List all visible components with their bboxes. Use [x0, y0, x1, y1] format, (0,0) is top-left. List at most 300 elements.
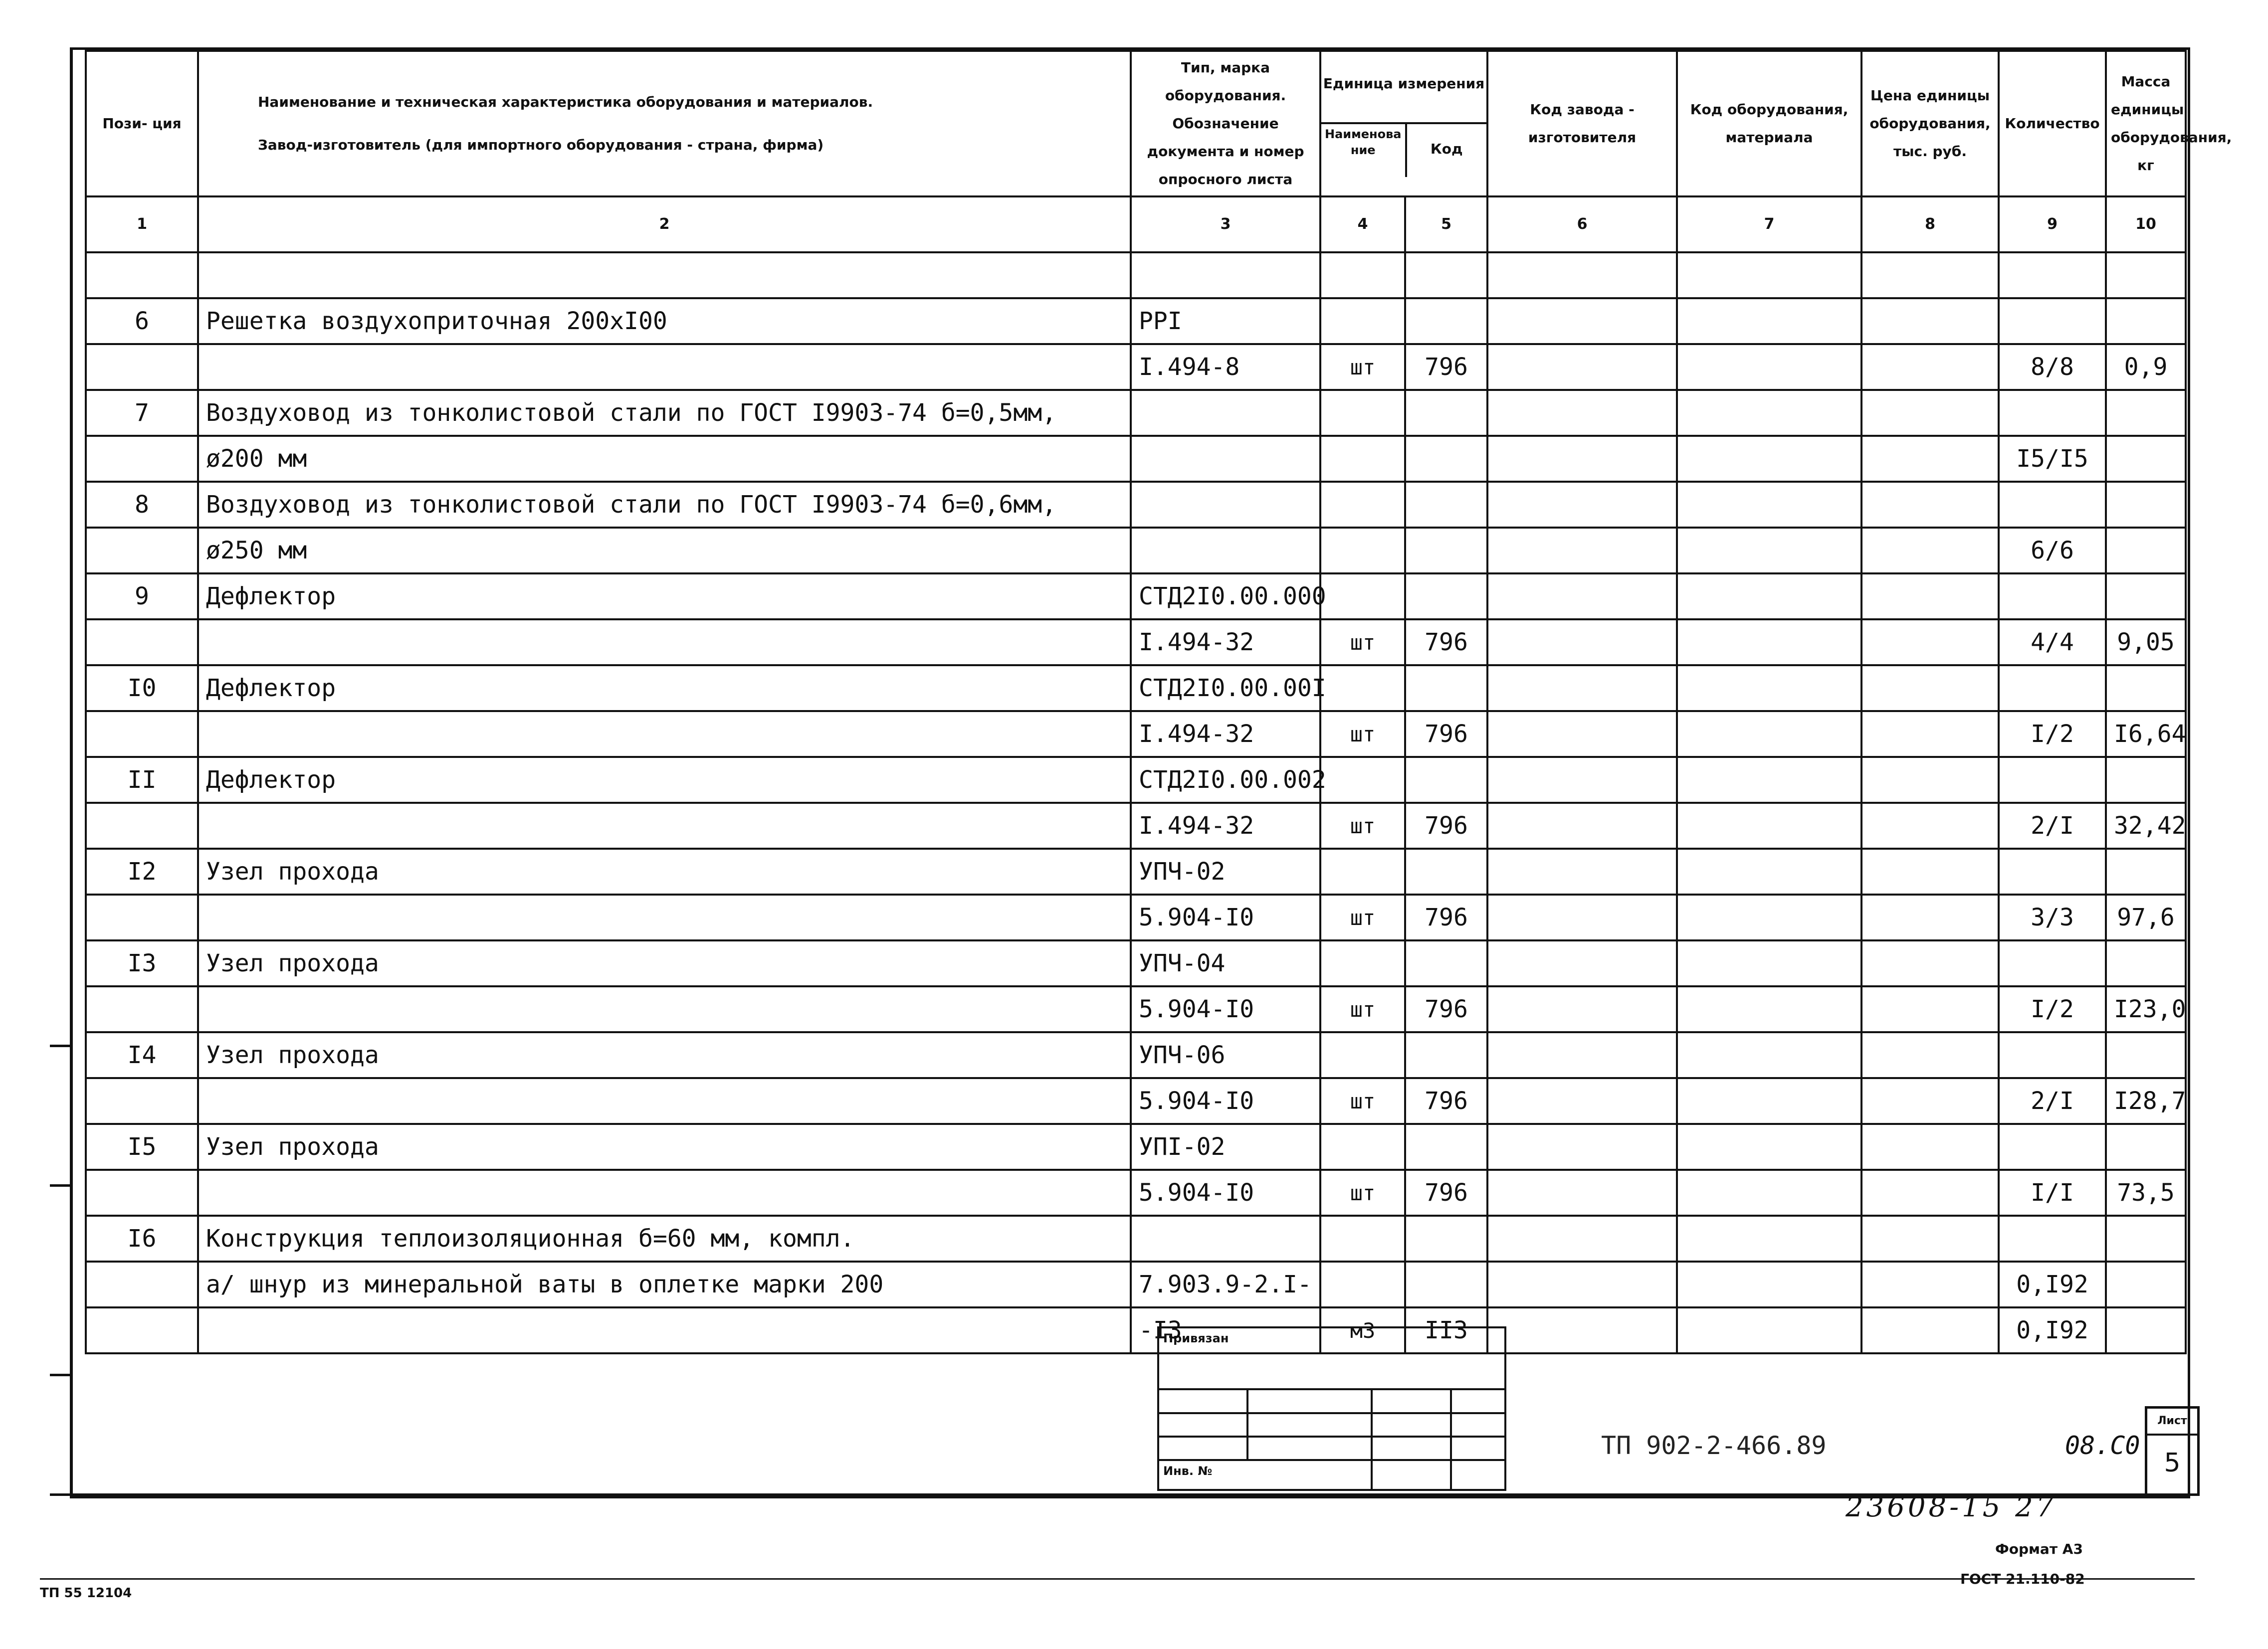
unit-code-cell: [1405, 252, 1487, 298]
unit-code-cell: [1405, 298, 1487, 344]
price-cell: [1861, 895, 1999, 940]
type-cell: УПЧ-02: [1131, 849, 1320, 895]
price-cell: [1861, 390, 1999, 436]
mass-cell: [2106, 482, 2186, 528]
mass-cell: [2106, 390, 2186, 436]
price-cell: [1861, 528, 1999, 573]
price-cell: [1861, 711, 1999, 757]
type-cell: -I3: [1131, 1307, 1320, 1353]
quantity-cell: [1999, 940, 2106, 986]
header-name: [198, 51, 1131, 196]
unit-name-cell: [1320, 298, 1405, 344]
quantity-cell: [1999, 849, 2106, 895]
unit-name-cell: [1320, 482, 1405, 528]
mass-cell: 97,6: [2106, 895, 2186, 940]
unit-name-cell: [1320, 757, 1405, 803]
mass-cell: [2106, 1124, 2186, 1170]
factory-code-cell: [1487, 665, 1677, 711]
quantity-cell: 3/3: [1999, 895, 2106, 940]
type-cell: [1131, 252, 1320, 298]
document-code: ТП 902-2-466.89: [1601, 1431, 1827, 1460]
mass-cell: [2106, 1216, 2186, 1262]
quantity-cell: 2/I: [1999, 1078, 2106, 1124]
quantity-cell: 4/4: [1999, 619, 2106, 665]
price-cell: [1861, 1307, 1999, 1353]
unit-name-cell: шт: [1320, 803, 1405, 849]
factory-code-cell: [1487, 390, 1677, 436]
factory-code-cell: [1487, 619, 1677, 665]
header-unit-title: Единица измерения: [1321, 70, 1486, 124]
table-row: [86, 1124, 2186, 1170]
unit-name-cell: [1320, 1032, 1405, 1078]
type-cell: СТД2I0.00.00I: [1131, 665, 1320, 711]
name-cell: Узел прохода: [198, 849, 1131, 895]
mass-cell: [2106, 757, 2186, 803]
stamp-cell: [1158, 1437, 1247, 1460]
mass-cell: [2106, 665, 2186, 711]
equipment-code-cell: [1677, 573, 1861, 619]
column-number: 6: [1487, 196, 1677, 252]
quantity-cell: I/2: [1999, 711, 2106, 757]
equipment-code-cell: [1677, 849, 1861, 895]
price-cell: [1861, 298, 1999, 344]
unit-name-cell: [1320, 573, 1405, 619]
mass-cell: [2106, 1307, 2186, 1353]
mass-cell: [2106, 1032, 2186, 1078]
sheet-label: Лист: [2147, 1409, 2197, 1436]
position-cell: I6: [86, 1216, 198, 1262]
unit-code-cell: [1405, 528, 1487, 573]
equipment-code-cell: [1677, 1032, 1861, 1078]
mass-cell: I28,7: [2106, 1078, 2186, 1124]
archive-label: ТП 55 12104: [40, 1586, 132, 1601]
unit-code-cell: 796: [1405, 986, 1487, 1032]
quantity-cell: [1999, 390, 2106, 436]
position-cell: [86, 986, 198, 1032]
name-cell: [198, 252, 1131, 298]
factory-code-cell: [1487, 436, 1677, 482]
equipment-code-cell: [1677, 1078, 1861, 1124]
stamp-cell: [1247, 1413, 1372, 1437]
stamp-cell: [1372, 1413, 1451, 1437]
unit-code-cell: 796: [1405, 619, 1487, 665]
unit-code-cell: [1405, 849, 1487, 895]
position-cell: 8: [86, 482, 198, 528]
equipment-code-cell: [1677, 940, 1861, 986]
type-cell: 5.904-I0: [1131, 1078, 1320, 1124]
type-cell: СТД2I0.00.002: [1131, 757, 1320, 803]
quantity-cell: 2/I: [1999, 803, 2106, 849]
factory-code-cell: [1487, 528, 1677, 573]
quantity-cell: [1999, 1124, 2106, 1170]
position-cell: 7: [86, 390, 198, 436]
equipment-code-cell: [1677, 252, 1861, 298]
position-cell: [86, 1262, 198, 1307]
name-cell: Узел прохода: [198, 1124, 1131, 1170]
quantity-cell: [1999, 252, 2106, 298]
unit-code-cell: 796: [1405, 895, 1487, 940]
unit-name-cell: м3: [1320, 1307, 1405, 1353]
table-row: [86, 895, 2186, 940]
price-cell: [1861, 619, 1999, 665]
mass-cell: 73,5: [2106, 1170, 2186, 1216]
factory-code-cell: [1487, 1216, 1677, 1262]
quantity-cell: [1999, 573, 2106, 619]
stamp-cell: [1372, 1389, 1451, 1413]
quantity-cell: [1999, 298, 2106, 344]
header-row: [86, 51, 2186, 196]
position-cell: [86, 1307, 198, 1353]
header-name-line1: Наименование и техническая характеристика оборудования и материалов.: [258, 94, 873, 110]
price-cell: [1861, 1124, 1999, 1170]
factory-code-cell: [1487, 1307, 1677, 1353]
unit-name-cell: [1320, 436, 1405, 482]
position-cell: I0: [86, 665, 198, 711]
binding-stamp: [1157, 1326, 1506, 1491]
equipment-code-cell: [1677, 711, 1861, 757]
price-cell: [1861, 1262, 1999, 1307]
unit-name-cell: [1320, 1124, 1405, 1170]
position-cell: I2: [86, 849, 198, 895]
unit-code-cell: 796: [1405, 803, 1487, 849]
type-cell: I.494-32: [1131, 803, 1320, 849]
name-cell: Воздуховод из тонколистовой стали по ГОСТ I9903-74 б=0,6мм,: [198, 482, 1131, 528]
unit-code-cell: 796: [1405, 711, 1487, 757]
equipment-code-cell: [1677, 436, 1861, 482]
table-row: [86, 1170, 2186, 1216]
name-cell: Дефлектор: [198, 573, 1131, 619]
stamp-cell: [1247, 1437, 1372, 1460]
equipment-code-cell: [1677, 1262, 1861, 1307]
equipment-code-cell: [1677, 390, 1861, 436]
column-number: 1: [86, 196, 198, 252]
mass-cell: 0,9: [2106, 344, 2186, 390]
unit-name-cell: [1320, 390, 1405, 436]
stamp-cell: [1451, 1413, 1505, 1437]
equipment-code-cell: [1677, 665, 1861, 711]
factory-code-cell: [1487, 895, 1677, 940]
unit-code-cell: [1405, 436, 1487, 482]
type-cell: 5.904-I0: [1131, 986, 1320, 1032]
position-cell: [86, 711, 198, 757]
position-cell: I4: [86, 1032, 198, 1078]
position-cell: [86, 252, 198, 298]
column-number: 3: [1131, 196, 1320, 252]
table-row: [86, 1262, 2186, 1307]
factory-code-cell: [1487, 711, 1677, 757]
unit-name-cell: шт: [1320, 895, 1405, 940]
name-cell: [198, 986, 1131, 1032]
quantity-cell: [1999, 665, 2106, 711]
name-cell: Решетка воздухоприточная 200хI00: [198, 298, 1131, 344]
stamp-cell: [1451, 1389, 1505, 1413]
mass-cell: I23,0: [2106, 986, 2186, 1032]
equipment-code-cell: [1677, 895, 1861, 940]
handwritten-inventory: 23608-15 27: [1846, 1491, 2057, 1523]
table-row: [86, 436, 2186, 482]
factory-code-cell: [1487, 849, 1677, 895]
column-number: 7: [1677, 196, 1861, 252]
header-equipment-code: Код оборудования, материала: [1677, 51, 1861, 196]
quantity-cell: 0,I92: [1999, 1262, 2106, 1307]
position-cell: 6: [86, 298, 198, 344]
name-cell: [198, 895, 1131, 940]
name-cell: а/ шнур из минеральной ваты в оплетке марки 200: [198, 1262, 1131, 1307]
quantity-cell: I/I: [1999, 1170, 2106, 1216]
header-unit-name: Наименование: [1321, 124, 1407, 177]
header-unit-group: [1320, 51, 1487, 196]
quantity-cell: I5/I5: [1999, 436, 2106, 482]
unit-code-cell: [1405, 665, 1487, 711]
mass-cell: [2106, 573, 2186, 619]
type-cell: PPI: [1131, 298, 1320, 344]
unit-code-cell: [1405, 1124, 1487, 1170]
header-price: Цена единицы оборудования, тыс. руб.: [1861, 51, 1999, 196]
gost-label: ГОСТ 21.110-82: [1960, 1571, 2085, 1587]
unit-code-cell: [1405, 940, 1487, 986]
document-section: 08.С0: [2065, 1431, 2140, 1460]
table-row: [86, 757, 2186, 803]
equipment-code-cell: [1677, 619, 1861, 665]
factory-code-cell: [1487, 940, 1677, 986]
name-cell: Узел прохода: [198, 1032, 1131, 1078]
factory-code-cell: [1487, 482, 1677, 528]
equipment-code-cell: [1677, 1170, 1861, 1216]
factory-code-cell: [1487, 1124, 1677, 1170]
factory-code-cell: [1487, 986, 1677, 1032]
factory-code-cell: [1487, 573, 1677, 619]
price-cell: [1861, 986, 1999, 1032]
stamp-cell: [1247, 1389, 1372, 1413]
equipment-code-cell: [1677, 1124, 1861, 1170]
quantity-cell: [1999, 757, 2106, 803]
equipment-code-cell: [1677, 1216, 1861, 1262]
name-cell: [198, 1078, 1131, 1124]
unit-name-cell: [1320, 849, 1405, 895]
price-cell: [1861, 344, 1999, 390]
sheet-number: 5: [2164, 1448, 2181, 1478]
name-cell: [198, 803, 1131, 849]
column-number: 10: [2106, 196, 2186, 252]
name-cell: [198, 619, 1131, 665]
name-cell: Конструкция теплоизоляционная б=60 мм, компл.: [198, 1216, 1131, 1262]
price-cell: [1861, 436, 1999, 482]
mass-cell: [2106, 436, 2186, 482]
stamp-cell: [1372, 1460, 1451, 1490]
type-cell: I.494-8: [1131, 344, 1320, 390]
mass-cell: [2106, 940, 2186, 986]
type-cell: [1131, 528, 1320, 573]
unit-code-cell: 796: [1405, 344, 1487, 390]
type-cell: УПЧ-04: [1131, 940, 1320, 986]
price-cell: [1861, 1078, 1999, 1124]
column-number: 8: [1861, 196, 1999, 252]
stamp-cell: [1451, 1437, 1505, 1460]
table-row: [86, 528, 2186, 573]
header-factory-code: Код завода - изготовителя: [1487, 51, 1677, 196]
price-cell: [1861, 665, 1999, 711]
unit-name-cell: шт: [1320, 619, 1405, 665]
position-cell: [86, 1170, 198, 1216]
mass-cell: 32,42: [2106, 803, 2186, 849]
quantity-cell: [1999, 1032, 2106, 1078]
factory-code-cell: [1487, 757, 1677, 803]
equipment-code-cell: [1677, 986, 1861, 1032]
position-cell: I3: [86, 940, 198, 986]
name-cell: [198, 711, 1131, 757]
position-cell: [86, 344, 198, 390]
equipment-code-cell: [1677, 482, 1861, 528]
quantity-cell: I/2: [1999, 986, 2106, 1032]
name-cell: Дефлектор: [198, 665, 1131, 711]
type-cell: I.494-32: [1131, 711, 1320, 757]
factory-code-cell: [1487, 1170, 1677, 1216]
unit-name-cell: шт: [1320, 1170, 1405, 1216]
unit-name-cell: [1320, 528, 1405, 573]
name-cell: ø200 мм: [198, 436, 1131, 482]
price-cell: [1861, 1216, 1999, 1262]
unit-code-cell: [1405, 1216, 1487, 1262]
unit-name-cell: шт: [1320, 711, 1405, 757]
table-row: [86, 1307, 2186, 1353]
position-cell: [86, 803, 198, 849]
equipment-code-cell: [1677, 1307, 1861, 1353]
unit-code-cell: [1405, 573, 1487, 619]
mass-cell: I6,64: [2106, 711, 2186, 757]
table-row: [86, 390, 2186, 436]
unit-code-cell: [1405, 390, 1487, 436]
unit-name-cell: [1320, 665, 1405, 711]
factory-code-cell: [1487, 1032, 1677, 1078]
table-row: [86, 803, 2186, 849]
factory-code-cell: [1487, 298, 1677, 344]
position-cell: [86, 619, 198, 665]
quantity-cell: 6/6: [1999, 528, 2106, 573]
unit-code-cell: 796: [1405, 1170, 1487, 1216]
unit-code-cell: [1405, 1262, 1487, 1307]
unit-code-cell: [1405, 482, 1487, 528]
type-cell: УПЧ-06: [1131, 1032, 1320, 1078]
equipment-code-cell: [1677, 298, 1861, 344]
type-cell: 7.903.9-2.I-: [1131, 1262, 1320, 1307]
column-number: 5: [1405, 196, 1487, 252]
format-label: Формат А3: [1995, 1541, 2083, 1557]
price-cell: [1861, 252, 1999, 298]
factory-code-cell: [1487, 1078, 1677, 1124]
unit-code-cell: [1405, 757, 1487, 803]
table-row: [86, 573, 2186, 619]
position-cell: [86, 528, 198, 573]
mass-cell: [2106, 1262, 2186, 1307]
stamp-cell: [1451, 1460, 1505, 1490]
equipment-code-cell: [1677, 344, 1861, 390]
column-number: 2: [198, 196, 1131, 252]
quantity-cell: [1999, 1216, 2106, 1262]
type-cell: 5.904-I0: [1131, 895, 1320, 940]
factory-code-cell: [1487, 252, 1677, 298]
table-row: [86, 298, 2186, 344]
type-cell: 5.904-I0: [1131, 1170, 1320, 1216]
header-quantity: Количество: [1999, 51, 2106, 196]
column-number: 4: [1320, 196, 1405, 252]
column-number: 9: [1999, 196, 2106, 252]
table-row: [86, 1032, 2186, 1078]
header-mass: Масса единицы оборудования, кг: [2106, 51, 2186, 196]
table-row: [86, 986, 2186, 1032]
equipment-code-cell: [1677, 528, 1861, 573]
table-row: [86, 1078, 2186, 1124]
type-cell: [1131, 482, 1320, 528]
name-cell: ø250 мм: [198, 528, 1131, 573]
stamp-cell: [1158, 1413, 1247, 1437]
stamp-cell: [1158, 1389, 1247, 1413]
type-cell: I.494-32: [1131, 619, 1320, 665]
unit-code-cell: 796: [1405, 1078, 1487, 1124]
name-cell: [198, 344, 1131, 390]
header-unit-code: Код: [1430, 141, 1463, 157]
table-row: [86, 940, 2186, 986]
unit-name-cell: шт: [1320, 344, 1405, 390]
table-row: [86, 252, 2186, 298]
frame-tick: [50, 1374, 70, 1376]
frame-tick: [50, 1184, 70, 1187]
mass-cell: 9,05: [2106, 619, 2186, 665]
stamp-cell: [1372, 1437, 1451, 1460]
price-cell: [1861, 1032, 1999, 1078]
quantity-cell: 8/8: [1999, 344, 2106, 390]
quantity-cell: [1999, 482, 2106, 528]
name-cell: Воздуховод из тонколистовой стали по ГОСТ I9903-74 б=0,5мм,: [198, 390, 1131, 436]
factory-code-cell: [1487, 803, 1677, 849]
equipment-code-cell: [1677, 803, 1861, 849]
mass-cell: [2106, 252, 2186, 298]
equipment-code-cell: [1677, 757, 1861, 803]
name-cell: Дефлектор: [198, 757, 1131, 803]
specification-table: [85, 50, 2232, 1354]
position-cell: I5: [86, 1124, 198, 1170]
position-cell: [86, 436, 198, 482]
table-row: [86, 619, 2186, 665]
type-cell: УПI-02: [1131, 1124, 1320, 1170]
name-cell: [198, 1307, 1131, 1353]
quantity-cell: 0,I92: [1999, 1307, 2106, 1353]
table-row: [86, 849, 2186, 895]
header-type: Тип, марка оборудования. Обозначение документа и номер опросного листа: [1131, 51, 1320, 196]
inventory-label: Инв. №: [1158, 1460, 1372, 1490]
price-cell: [1861, 573, 1999, 619]
unit-name-cell: [1320, 1216, 1405, 1262]
table-row: [86, 1216, 2186, 1262]
position-cell: 9: [86, 573, 198, 619]
factory-code-cell: [1487, 344, 1677, 390]
price-cell: [1861, 849, 1999, 895]
price-cell: [1861, 482, 1999, 528]
price-cell: [1861, 757, 1999, 803]
table-row: [86, 482, 2186, 528]
position-cell: [86, 895, 198, 940]
bound-label: Привязан: [1158, 1327, 1505, 1389]
table-row: [86, 344, 2186, 390]
position-cell: [86, 1078, 198, 1124]
specification-body: [86, 252, 2186, 1353]
price-cell: [1861, 1170, 1999, 1216]
mass-cell: [2106, 298, 2186, 344]
unit-code-cell: II3: [1405, 1307, 1487, 1353]
price-cell: [1861, 803, 1999, 849]
header-position: Пози- ция: [86, 51, 198, 196]
unit-name-cell: шт: [1320, 986, 1405, 1032]
unit-name-cell: [1320, 252, 1405, 298]
